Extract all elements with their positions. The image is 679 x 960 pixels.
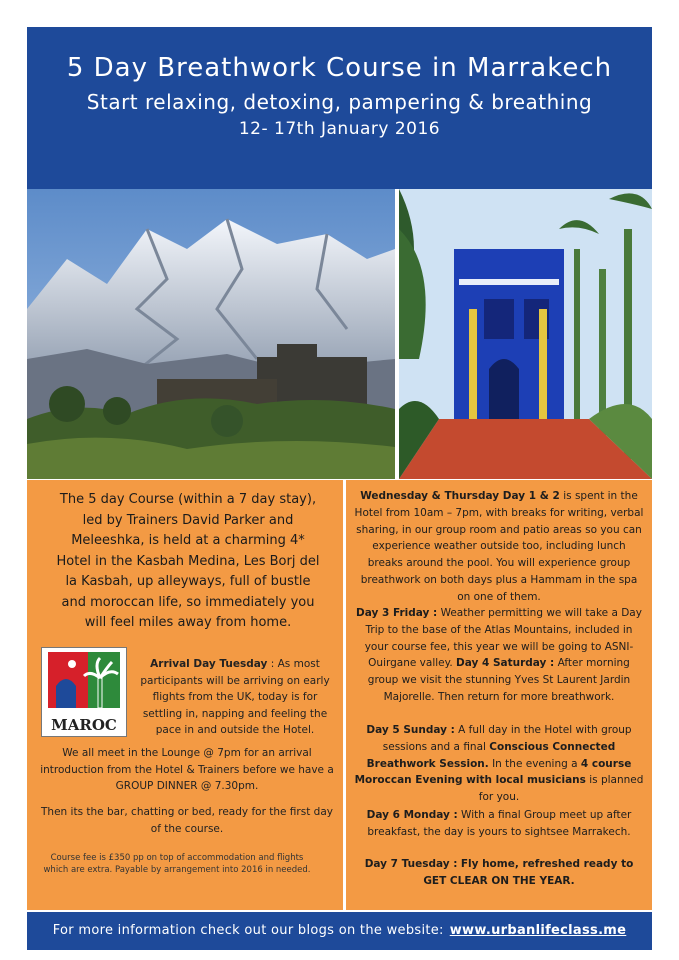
day-1-2-label: Wednesday & Thursday Day 1 & 2 <box>360 490 560 502</box>
day-6-text <box>354 807 644 841</box>
day-7-text <box>354 856 644 890</box>
day-5-text <box>354 722 644 806</box>
meet-lounge-text: We all meet in the Lounge @ 7pm for an arrival introduction from the Hotel & Trainers before we have a GROUP DINNER @ 7.30pm. <box>40 747 334 792</box>
day-5-body: A full day in the Hotel with group sessions and a final <box>382 724 632 753</box>
day-6-label: Day 6 Monday : <box>366 809 458 821</box>
course-subtitle: Start relaxing, detoxing, pampering & breathing <box>86 90 593 114</box>
website-link[interactable]: www.urbanlifeclass.me <box>449 923 627 938</box>
jardin-majorelle-photo <box>399 189 652 479</box>
course-dates: 12- 17th January 2016 <box>238 119 441 139</box>
arrival-day-body: : As most participants will be arriving on early flights from the UK, today is for settling in, napping and feeling the pace in and outside the Hotel. <box>140 658 330 736</box>
day-1-2-body: is spent in the Hotel from 10am – 7pm, with breaks for writing, verbal sharing, in our group room and patio areas so you can experience weather outside too, including lunch breaks around the pool. You will experience group breathwork on both days plus a Hammam in the spa on one of them. <box>354 490 644 603</box>
left-column <box>27 480 343 910</box>
then-bar-text: Then its the bar, chatting or bed, ready for the first day of the course. <box>41 806 333 835</box>
arrival-day-label: Arrival Day Tuesday <box>150 658 268 670</box>
day-5-label: Day 5 Sunday : <box>366 724 455 736</box>
day-6-body: With a final Group meet up after breakfast, the day is yours to sightsee Marrakech. <box>367 809 632 838</box>
day-3-4-text <box>354 605 644 706</box>
maroc-logo-text: MAROC <box>51 716 117 734</box>
arrival-day-text <box>137 656 333 739</box>
course-fee-text: Course fee is £350 pp on top of accommodation and flights which are extra. Payable by arrangement into 2016 in needed. <box>43 853 311 875</box>
maroc-emblem-icon <box>42 648 126 714</box>
maroc-logo <box>41 647 127 737</box>
day-4-body: After morning group we visit the stunning Yves St Laurent Jardin Majorelle. Then return for more breathwork. <box>367 657 631 703</box>
day-3-label: Day 3 Friday : <box>356 607 438 619</box>
atlas-mountains-photo <box>27 189 395 479</box>
day-3-body: Weather permitting we will take a Day Trip to the base of the Atlas Mountains, included in your course fee, this year we will be going to ASNI-Ouirgane valley. <box>364 607 642 670</box>
course-title: 5 Day Breathwork Course in Marrakech <box>66 53 613 83</box>
day-7-label: Day 7 Tuesday : <box>364 858 458 870</box>
breathwork-session-label: Conscious Connected Breathwork Session. <box>366 740 616 770</box>
day-7-body: Fly home, refreshed ready to GET CLEAR ON THE YEAR. <box>423 858 634 887</box>
day-4-label: Day 4 Saturday : <box>456 657 555 670</box>
day-5-body-2: In the evening a <box>488 757 581 770</box>
header-banner <box>27 27 652 189</box>
footer-text: For more information check out our blogs on the website: <box>52 923 444 938</box>
right-column <box>346 480 652 910</box>
course-intro: The 5 day Course (within a 7 day stay), led by Trainers David Parker and Meleeshka, is held at a charming 4* Hotel in the Kasbah Medina, Les Borj del la Kasbah, up alleyways, full of bustle and moroccan life, so immediately you will feel miles away from home. <box>56 492 320 630</box>
moroccan-evening-label: 4 course Moroccan Evening with local musicians <box>354 757 632 787</box>
day-1-2-text <box>354 488 644 606</box>
day-5-body-3: is planned for you. <box>478 774 644 804</box>
footer-banner <box>27 912 652 950</box>
